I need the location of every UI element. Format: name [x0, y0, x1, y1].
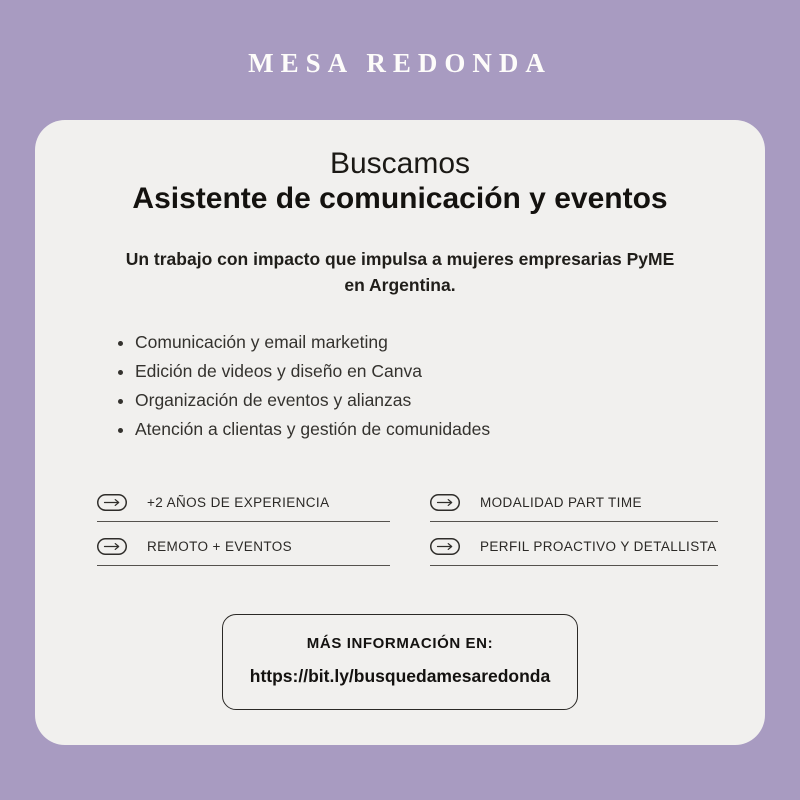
subtitle-line-2: en Argentina.: [344, 275, 456, 295]
subtitle-line-1: Un trabajo con impacto que impulsa a mujeres empresarias PyME: [125, 249, 675, 269]
arrow-right-pill-icon: [430, 494, 460, 511]
features-grid: [97, 494, 765, 582]
brand-title: MESA REDONDA: [248, 48, 552, 78]
subtitle: [35, 246, 765, 298]
arrow-right-pill-icon: [430, 538, 460, 555]
list-item: • Atención a clientas y gestión de comunidades: [135, 415, 765, 444]
feature-label: REMOTO + EVENTOS: [147, 539, 293, 554]
info-url-link[interactable]: https://bit.ly/busquedamesaredonda: [249, 666, 551, 686]
feature-label: MODALIDAD PART TIME: [480, 495, 642, 510]
responsibilities-list: [115, 328, 765, 444]
feature-item: [97, 538, 390, 566]
info-heading: MÁS INFORMACIÓN EN:: [306, 635, 494, 652]
list-item: • Edición de videos y diseño en Canva: [135, 357, 765, 386]
feature-label: PERFIL PROACTIVO Y DETALLISTA: [480, 539, 717, 554]
list-item: • Organización de eventos y alianzas: [135, 386, 765, 415]
feature-label: +2 AÑOS DE EXPERIENCIA: [147, 495, 330, 510]
feature-item: [430, 494, 718, 522]
info-box: [222, 614, 578, 710]
title-role: Asistente de comunicación y eventos: [132, 182, 668, 215]
job-card: [35, 120, 765, 745]
arrow-right-pill-icon: [97, 538, 127, 555]
feature-item: [430, 538, 718, 566]
feature-item: [97, 494, 390, 522]
list-item: • Comunicación y email marketing: [135, 328, 765, 357]
arrow-right-pill-icon: [97, 494, 127, 511]
title-intro: Buscamos: [329, 147, 471, 180]
